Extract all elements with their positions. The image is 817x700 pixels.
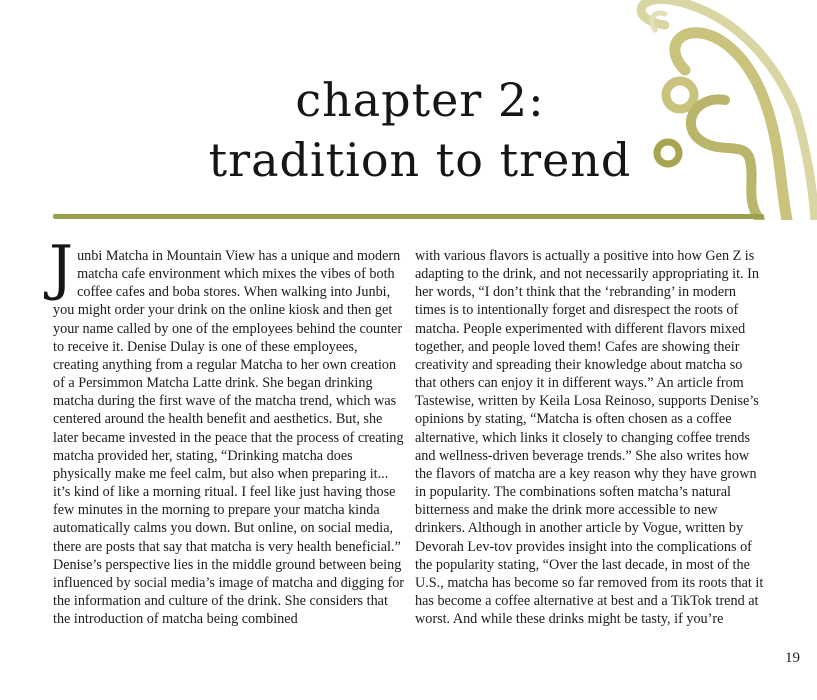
title-rule [53, 214, 764, 219]
article-column-right [415, 247, 767, 628]
page-number: 19 [785, 650, 800, 666]
article-column-left [49, 233, 405, 628]
drop-cap: J [49, 233, 74, 303]
chapter-title-line1: chapter 2: [295, 73, 545, 127]
chapter-title-line2: tradition to trend [208, 133, 632, 187]
chapter-title [0, 70, 817, 190]
article-text-right: with various flavors is actually a positive into how Gen Z is adapting to the drink, and not necessarily appropriating it. In her words, “I don’t think that the ‘rebranding’ in modern times is to intentionally forget and disrespect the roots of matcha. People experimented with different flavors mixed together, and people loved them! Cafes are showing their creativity and spreading their knowledge about matcha so that others can enjoy it in different ways.” An article from Tastewise, written by Keila Losa Reinoso, supports Denise’s opinions by stating, “Matcha is often chosen as a coffee alternative, which links it closely to changing coffee trends and wellness-driven beverage trends.” She also writes how the flavors of matcha are a key reason why they have grown in popularity. The combinations soften matcha’s natural bitterness and make the drink more accessible to new drinkers. Although in another article by Vogue, written by Devorah Lev-tov provides insight into the complications of the popularity stating, “Over the last decade, in most of the U.S., matcha has become so far removed from its roots that it has become a coffee alternative at best and a TikTok trend at worst. And while these drinks might be tasty, if you’re [415, 248, 764, 628]
article-text-left: unbi Matcha in Mountain View has a unique and modern matcha cafe environment which mixes the vibes of both coffee cafes and boba stores. When walking into Junbi, you might order your drink on the online kiosk and then get your name called by one of the employees behind the counter to receive it. Denise Dulay is one of these employees, creating anything from a regular Matcha to her own creation of a Persimmon Matcha Latte drink. She began drinking matcha during the first wave of the matcha trend, which was centered around the health benefit and aesthetics. But, she later became invested in the peace that the process of creating matcha provided her, stating, “Drinking matcha does physically make me feel calm, but also when preparing it... it’s kind of like a morning ritual. I feel like just having those few minutes in the morning to prepare your matcha kinda automatically calms you down. But online, on social media, there are posts that say that matcha is very health beneficial.” Denise’s perspective lies in the middle ground between being influenced by social media’s image of matcha and digging for the information and culture of the drink. She considers that the introduction of matcha being combined [53, 248, 405, 628]
